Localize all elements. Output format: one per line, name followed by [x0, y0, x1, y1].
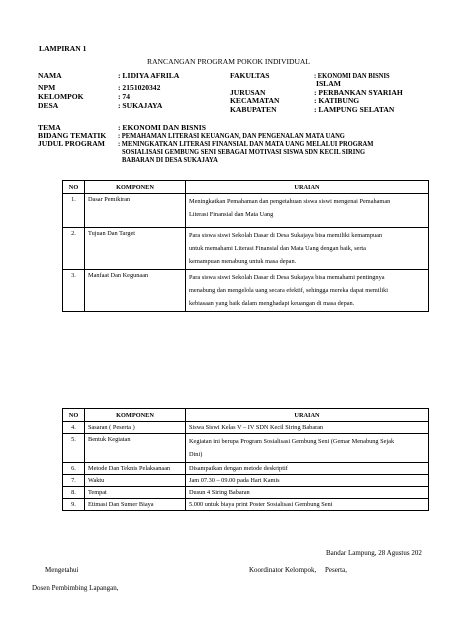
table-row: [63, 463, 429, 475]
uraian-line: Disampaikan dengan metode deskriptif: [189, 465, 288, 472]
table-row: [63, 499, 429, 511]
koordinator-peserta-label: Koordinator Kelompok, Peserta,: [249, 566, 347, 574]
uraian-line: Jam 07.30 – 09.00 pada Hari Kamis: [189, 477, 280, 484]
row-number: 3.: [63, 270, 85, 312]
tema-label: TEMA: [38, 123, 61, 132]
judul-value-line3: BABARAN DI DESA SUKAJAYA: [122, 155, 218, 164]
fakultas-label: FAKULTAS: [230, 71, 270, 80]
row-number: 5.: [63, 434, 85, 463]
row-uraian: [186, 475, 429, 487]
uraian-line: untuk memahami Literasi Finansial dan Mata Uang dengan baik, serta: [189, 245, 366, 252]
row-komponen: Tujuan Dan Target: [85, 228, 186, 270]
row-number: 2.: [63, 228, 85, 270]
row-uraian: [186, 422, 429, 434]
desa-label: DESA: [38, 101, 59, 110]
uraian-line: 5.000 untuk biaya print Poster Sosialisasi Gembung Seni: [189, 501, 333, 508]
mengetahui-label: Mengetahui: [45, 566, 79, 574]
dosen-pembimbing-label: Dosen Pembimbing Lapangan,: [32, 584, 119, 592]
judul-label: JUDUL PROGRAM: [38, 139, 105, 148]
uraian-line: Literasi Finansial dan Mata Uang: [189, 211, 274, 218]
npm-value: : 2151020342: [118, 83, 161, 92]
row-uraian: [186, 194, 429, 228]
header-komponen: KOMPONEN: [85, 181, 186, 194]
uraian-line: Para siswa siswi Sekolah Dasar di Desa Sukajaya bisa memiliki kemampuan: [189, 232, 383, 239]
kecamatan-label: KECAMATAN: [230, 96, 280, 105]
uraian-line: kemampuan menabung untuk masa depan.: [189, 258, 297, 265]
row-komponen: Tempat: [85, 487, 186, 499]
lampiran-label: LAMPIRAN 1: [39, 44, 87, 53]
bidang-value: : PEMAHAMAN LITERASI KEUANGAN, DAN PENGENALAN MATA UANG: [118, 131, 345, 140]
program-table-2: [62, 408, 429, 511]
table-row: [63, 434, 429, 463]
fakultas-value-line2: ISLAM: [316, 79, 341, 88]
row-uraian: [186, 499, 429, 511]
uraian-line: Siswa Siswi Kelas V – IV SDN Kecil Siring Babaran: [189, 424, 324, 431]
judul-value: : MENINGKATKAN LITERASI FINANSIAL DAN MATA UANG MELALUI PROGRAM: [118, 139, 374, 148]
kecamatan-value: : KATIBUNG: [314, 96, 360, 105]
bidang-label: BIDANG TEMATIK: [38, 131, 107, 140]
row-uraian: [186, 228, 429, 270]
row-number: 9.: [63, 499, 85, 511]
row-komponen: Dasar Pemikiran: [85, 194, 186, 228]
jurusan-value: : PERBANKAN SYARIAH: [314, 88, 403, 97]
row-number: 1.: [63, 194, 85, 228]
row-uraian: [186, 270, 429, 312]
row-number: 6.: [63, 463, 85, 475]
header-uraian: URAIAN: [186, 181, 429, 194]
uraian-line: kebiasaan yang baik dalam menghadapi keuangan di masa depan.: [189, 300, 355, 307]
table-row: [63, 422, 429, 434]
tema-value: : EKONOMI DAN BISNIS: [118, 123, 206, 132]
table-row: [63, 270, 429, 312]
desa-value: : SUKAJAYA: [118, 101, 163, 110]
row-komponen: Waktu: [85, 475, 186, 487]
row-komponen: Etimasi Dan Sumer Biaya: [85, 499, 186, 511]
uraian-line: menabung dan mengelola uang secara efektif, sehingga mereka dapat memiliki: [189, 287, 388, 294]
kabupaten-label: KABUPATEN: [230, 105, 277, 114]
kelompok-label: KELOMPOK: [38, 92, 84, 101]
row-uraian: [186, 434, 429, 463]
document-title: RANCANGAN PROGRAM POKOK INDIVIDUAL: [147, 57, 311, 66]
table-row: [63, 194, 429, 228]
row-komponen: Sasaran ( Peserta ): [85, 422, 186, 434]
row-number: 8.: [63, 487, 85, 499]
jurusan-label: JURUSAN: [230, 88, 266, 97]
table-row: [63, 475, 429, 487]
row-komponen: Metode Dan Teknis Pelaksanaan: [85, 463, 186, 475]
row-komponen: Bentuk Kegiatan: [85, 434, 186, 463]
judul-value-line2: SOSIALISASI GEMBUNG SENI SEBAGAI MOTIVASI SISWA SDN KECIL SIRING: [122, 147, 366, 156]
uraian-line: Meningkatkan Pemahaman dan pengetahuan siswa siswi mengenai Pemahaman: [189, 198, 391, 205]
table-row: [63, 228, 429, 270]
row-uraian: [186, 487, 429, 499]
nama-value: : LIDIYA AFRILA: [118, 71, 180, 80]
header-komponen: KOMPONEN: [85, 409, 186, 422]
signature-date: Bandar Lampung, 28 Agustus 202: [326, 549, 422, 557]
uraian-line: Kegiatan ini berupa Program Sosialisasi Gembung Seni (Gemar Menabung Sejak: [189, 438, 395, 445]
nama-label: NAMA: [38, 71, 62, 80]
row-number: 4.: [63, 422, 85, 434]
npm-label: NPM: [38, 83, 56, 92]
header-uraian: URAIAN: [186, 409, 429, 422]
row-uraian: [186, 463, 429, 475]
header-no: NO: [63, 181, 85, 194]
row-number: 7.: [63, 475, 85, 487]
kelompok-value: : 74: [118, 92, 131, 101]
header-no: NO: [63, 409, 85, 422]
uraian-line: Para siswa siswi Sekolah Dasar di Desa Sukajaya bisa memahami pentingnya: [189, 274, 385, 281]
uraian-line: Dusun 4 Siring Babaran: [189, 489, 250, 496]
kabupaten-value: : LAMPUNG SELATAN: [314, 105, 395, 114]
row-komponen: Manfaat Dan Kegunaan: [85, 270, 186, 312]
table-row: [63, 487, 429, 499]
program-table-1: [62, 180, 429, 312]
uraian-line: Dini): [189, 451, 203, 458]
fakultas-value: : EKONOMI DAN BISNIS: [314, 71, 390, 80]
